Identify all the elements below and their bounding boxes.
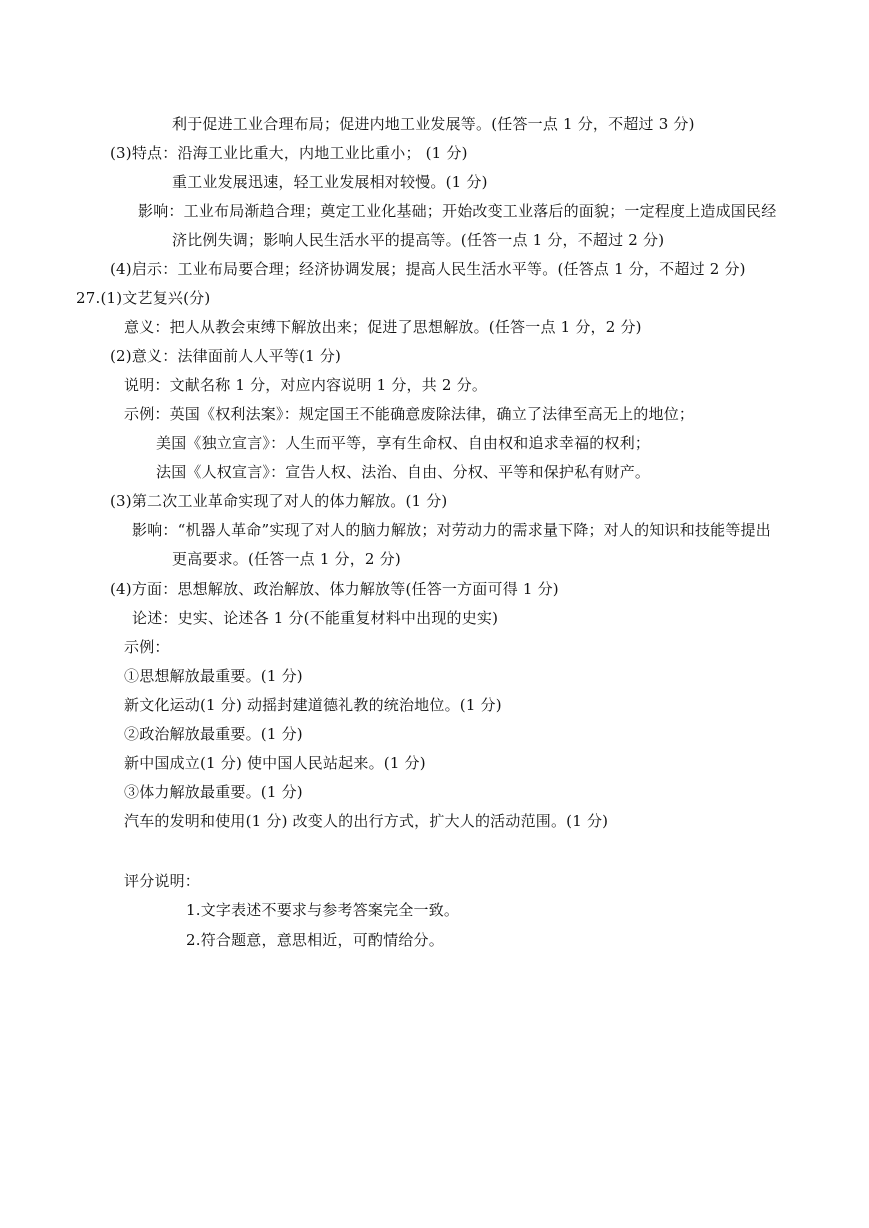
answer-line: ②政治解放最重要。(1 分) [124,725,303,743]
answer-line: 影响：工业布局渐趋合理；奠定工业化基础；开始改变工业落后的面貌；一定程度上造成国民经 [138,202,777,220]
answer-line: (4)启示：工业布局要合理；经济协调发展；提高人民生活水平等。(任答点 1 分，不超过 2 分) [110,260,746,278]
answer-line: 新文化运动(1 分) 动摇封建道德礼教的统治地位。(1 分) [124,696,502,714]
answer-line: 汽车的发明和使用(1 分) 改变人的出行方式，扩大人的活动范围。(1 分) [124,812,609,830]
scoring-notes-title: 评分说明： [124,872,201,890]
answer-line: 示例：英国《权利法案》：规定国王不能确意废除法律，确立了法律至高无上的地位； [124,405,695,423]
scoring-note: 1.文字表述不要求与参考答案完全一致。 [186,901,460,919]
answer-line: 济比例失调；影响人民生活水平的提高等。(任答一点 1 分，不超过 2 分) [172,231,665,249]
scoring-note: 2.符合题意，意思相近，可酌情给分。 [186,931,444,949]
answer-line: (3)特点：沿海工业比重大，内地工业比重小； (1 分) [110,144,468,162]
question-number: 27.(1)文艺复兴(分) [76,289,211,307]
answer-line: ①思想解放最重要。(1 分) [124,667,303,685]
answer-line: 示例： [124,638,170,656]
answer-line: 更高要求。(任答一点 1 分，2 分) [172,550,401,568]
answer-line: (2)意义：法律面前人人平等(1 分) [110,347,342,365]
answer-line: (3)第二次工业革命实现了对人的体力解放。(1 分) [110,492,448,510]
answer-line: 法国《人权宣言》：宣告人权、法治、自由、分权、平等和保护私有财产。 [156,463,651,481]
answer-line: 美国《独立宣言》：人生而平等，享有生命权、自由权和追求幸福的权利； [156,434,651,452]
answer-line: 论述：史实、论述各 1 分(不能重复材料中出现的史实) [132,609,499,627]
answer-line: 新中国成立(1 分) 使中国人民站起来。(1 分) [124,754,426,772]
answer-line: ③体力解放最重要。(1 分) [124,783,303,801]
answer-line: 意义：把人从教会束缚下解放出来；促进了思想解放。(任答一点 1 分，2 分) [124,318,642,336]
answer-line: 利于促进工业合理布局；促进内地工业发展等。(任答一点 1 分，不超过 3 分) [172,115,695,133]
answer-line: 影响：“机器人革命”实现了对人的脑力解放；对劳动力的需求量下降；对人的知识和技能等提出 [132,521,771,539]
answer-line: 说明：文献名称 1 分，对应内容说明 1 分，共 2 分。 [124,376,488,394]
answer-line: 重工业发展迅速，轻工业发展相对较慢。(1 分) [172,173,488,191]
answer-line: (4)方面：思想解放、政治解放、体力解放等(任答一方面可得 1 分) [110,580,559,598]
